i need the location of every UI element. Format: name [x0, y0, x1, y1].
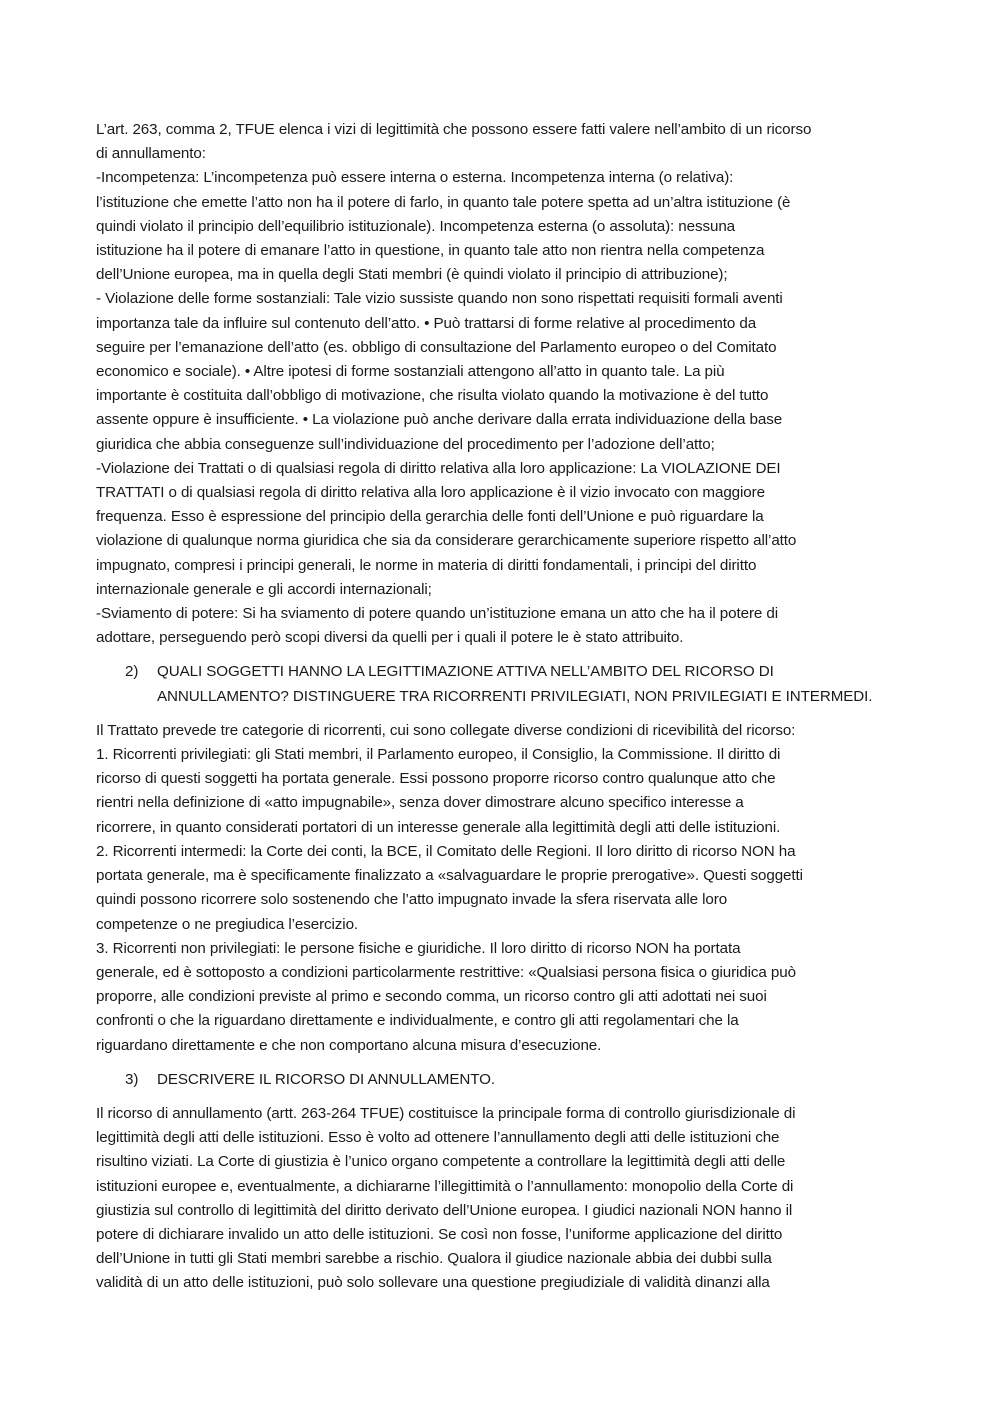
text-line: ricorrere, in quanto considerati portatori di un interesse generale alla legittimità degli atti delle istituzioni. [96, 818, 781, 836]
text-line: l’istituzione che emette l’atto non ha il potere di farlo, in quanto tale potere spetta ad un’altra istituzione (è [96, 193, 791, 211]
text-line: -Incompetenza: L’incompetenza può essere interna o esterna. Incompetenza interna (o relativa): [96, 169, 734, 187]
text-line: riguardano direttamente e che non comportano alcuna misura d’esecuzione. [96, 1036, 602, 1054]
question-number: 3) [125, 1070, 139, 1088]
text-line: -Sviamento di potere: Si ha sviamento di potere quando un’istituzione emana un atto che ha il potere di [96, 605, 779, 623]
text-line: validità di un atto delle istituzioni, può solo sollevare una questione pregiudiziale di validità dinanzi alla [96, 1274, 770, 1292]
question-text-line: DESCRIVERE IL RICORSO DI ANNULLAMENTO. [157, 1070, 495, 1088]
text-line: - Violazione delle forme sostanziali: Tale vizio sussiste quando non sono rispettati requisiti formali aventi [96, 290, 783, 308]
text-line: confronti o che la riguardano direttamente e individualmente, e contro gli atti regolamentari che la [96, 1012, 739, 1030]
text-line: potere di dichiarare invalido un atto delle istituzioni. Se così non fosse, l’uniforme applicazione del diritto [96, 1225, 783, 1243]
text-line: dell’Unione europea, ma in quella degli Stati membri (è quindi violato il principio di attribuzione); [96, 266, 728, 284]
text-line: violazione di qualunque norma giuridica che sia da considerare gerarchicamente superiore rispetto all’atto [96, 532, 797, 550]
paragraph-spacer [96, 650, 911, 660]
text-line: Il ricorso di annullamento (artt. 263-264 TFUE) costituisce la principale forma di controllo giurisdizionale di [96, 1104, 796, 1122]
text-line: assente oppure è insufficiente. • La violazione può anche derivare dalla errata individuazione della base [96, 411, 783, 429]
text-line: 1. Ricorrenti privilegiati: gli Stati membri, il Parlamento europeo, il Consiglio, la Commissione. Il diritto di [96, 746, 781, 764]
text-line: generale, ed è sottoposto a condizioni particolarmente restrittive: «Qualsiasi persona fisica o giuridica può [96, 963, 796, 981]
text-line: importante è costituita dall’obbligo di motivazione, che risulta violato quando la motivazione è del tutto [96, 387, 769, 405]
paragraph-ricorso-annullamento [96, 1102, 911, 1296]
text-line: frequenza. Esso è espressione del principio della gerarchia delle fonti dell’Unione e può riguardare la [96, 508, 764, 526]
text-line: Il Trattato prevede tre categorie di ricorrenti, cui sono collegate diverse condizioni di ricevibilità del ricorso: [96, 721, 796, 739]
paragraph-vizi-legittimita [96, 118, 911, 650]
question-heading-2 [96, 660, 911, 708]
question-text-line: QUALI SOGGETTI HANNO LA LEGITTIMAZIONE ATTIVA NELL’AMBITO DEL RICORSO DI [157, 663, 774, 681]
text-line: economico e sociale). • Altre ipotesi di forme sostanziali attengono all’atto in quanto tale. La più [96, 363, 725, 381]
paragraph-spacer [96, 1058, 911, 1068]
text-line: giuridica che abbia conseguenze sull’individuazione del procedimento per l’adozione dell’atto; [96, 435, 715, 453]
text-line: -Violazione dei Trattati o di qualsiasi regola di diritto relativa alla loro applicazione: La VIOLAZIONE DEI [96, 459, 781, 477]
text-line: istituzioni europee e, eventualmente, a dichiararne l’illegittimità o l’annullamento: monopolio della Corte di [96, 1177, 794, 1195]
text-line: dell’Unione in tutti gli Stati membri sarebbe a rischio. Qualora il giudice nazionale abbia dei dubbi sulla [96, 1250, 772, 1268]
text-line: TRATTATI o di qualsiasi regola di diritto relativa alla loro applicazione è il vizio invocato con maggiore [96, 484, 765, 502]
text-line: 2. Ricorrenti intermedi: la Corte dei conti, la BCE, il Comitato delle Regioni. Il loro diritto di ricorso NON ha [96, 842, 796, 860]
text-line: rientri nella definizione di «atto impugnabile», senza dover dimostrare alcuno specifico interesse a [96, 794, 744, 812]
text-line: L’art. 263, comma 2, TFUE elenca i vizi di legittimità che possono essere fatti valere nell’ambito di un ricorso [96, 121, 812, 138]
text-line: impugnato, compresi i principi generali, le norme in materia di diritti fondamentali, i principi del diritto [96, 556, 757, 574]
text-line: legittimità degli atti delle istituzioni. Esso è volto ad ottenere l’annullamento degli atti delle istituzioni che [96, 1129, 780, 1147]
text-line: competenze o ne pregiudica l’esercizio. [96, 915, 359, 933]
text-line: portata generale, ma è specificamente finalizzato a «salvaguardare le proprie prerogative». Questi soggetti [96, 867, 803, 885]
text-line: internazionale generale e gli accordi internazionali; [96, 580, 432, 598]
text-line: istituzione ha il potere di emanare l’atto in questione, in quanto tale atto non rientra nella competenza [96, 242, 765, 260]
text-line: quindi possono ricorrere solo sostenendo che l’atto impugnato invade la sfera riservata alle loro [96, 891, 728, 909]
question-heading-3 [96, 1068, 911, 1092]
text-line: importanza tale da influire sul contenuto dell’atto. • Può trattarsi di forme relative al procedimento da [96, 314, 757, 332]
question-number: 2) [125, 663, 139, 681]
text-line: proporre, alle condizioni previste al primo e secondo comma, un ricorso contro gli atti adottati nei suoi [96, 988, 767, 1006]
text-line: seguire per l’emanazione dell’atto (es. obbligo di consultazione del Parlamento europeo o del Comitato [96, 338, 777, 356]
document-page [96, 118, 911, 1296]
text-line: 3. Ricorrenti non privilegiati: le persone fisiche e giuridiche. Il loro diritto di ricorso NON ha portata [96, 939, 741, 957]
question-text-line: ANNULLAMENTO? DISTINGUERE TRA RICORRENTI PRIVILEGIATI, NON PRIVILEGIATI E INTERMEDI. [157, 687, 873, 705]
text-line: di annullamento: [96, 145, 206, 163]
paragraph-spacer [96, 1092, 911, 1102]
paragraph-ricorrenti [96, 719, 911, 1058]
text-line: quindi violato il principio dell’equilibrio istituzionale). Incompetenza esterna (o assoluta): nessuna [96, 217, 736, 235]
text-line: ricorso di questi soggetti ha portata generale. Essi possono proporre ricorso contro qualunque atto che [96, 770, 776, 788]
text-line: adottare, perseguendo però scopi diversi da quelli per i quali il potere le è stato attribuito. [96, 629, 684, 647]
text-line: giustizia sul controllo di legittimità del diritto derivato dell’Unione europea. I giudici nazionali NON hanno il [96, 1201, 793, 1219]
paragraph-spacer [96, 709, 911, 719]
text-line: risultino viziati. La Corte di giustizia è l’unico organo competente a controllare la legittimità degli atti delle [96, 1153, 786, 1171]
